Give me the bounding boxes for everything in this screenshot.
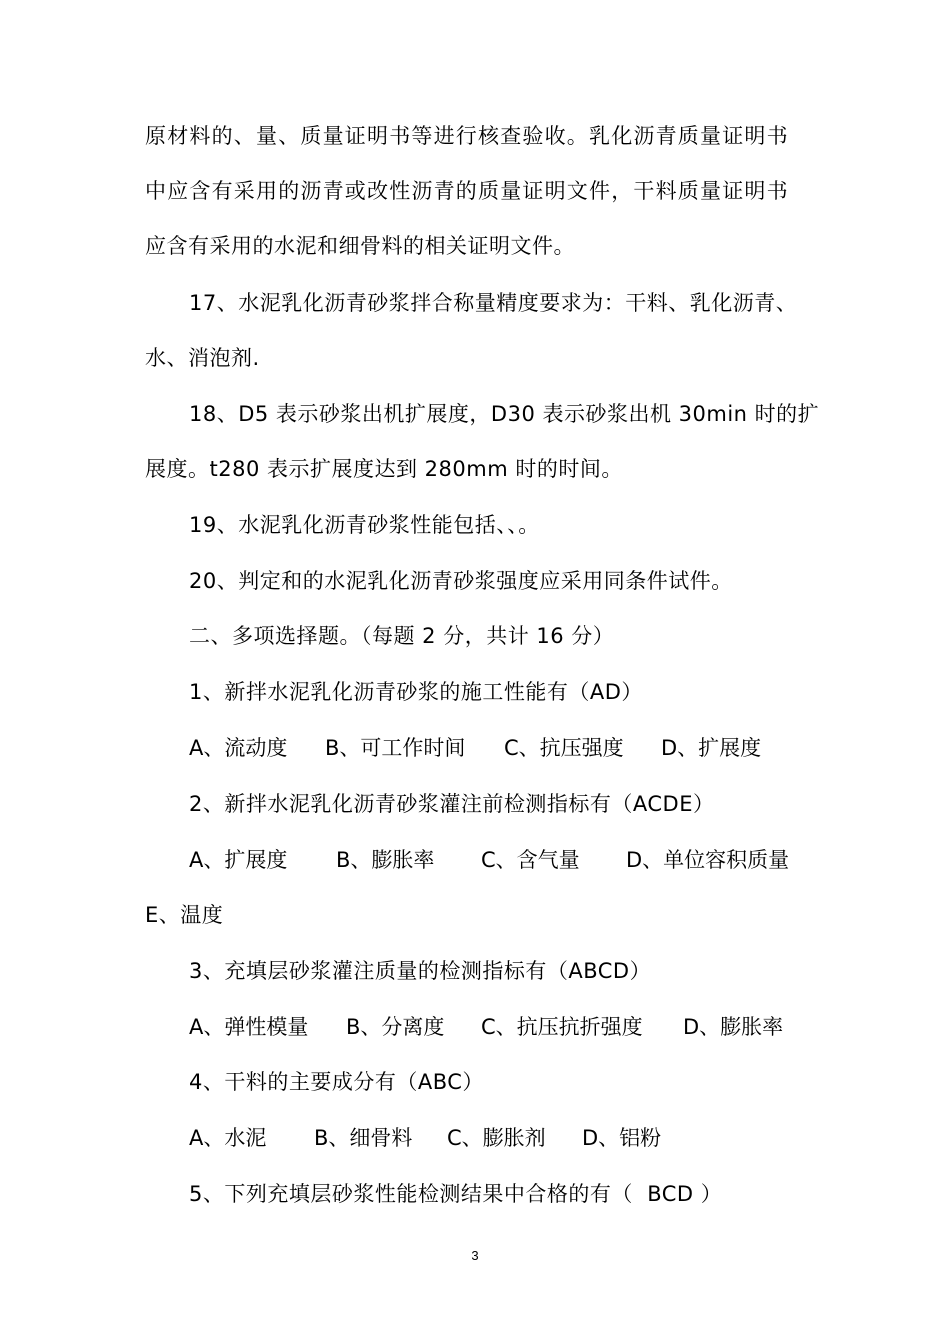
question-19: 19、水泥乳化沥青砂浆性能包括、、。 — [189, 513, 540, 537]
mc-question-5: 5、下列充填层砂浆性能检测结果中合格的有（ BCD ） — [189, 1182, 723, 1206]
option-a: A、流动度 — [189, 736, 288, 760]
paragraph-line: 应含有采用的水泥和细骨料的相关证明文件。 — [145, 234, 575, 258]
mc-question-4: 4、干料的主要成分有（ABC） — [189, 1070, 484, 1094]
option-c: C、膨胀剂 — [447, 1126, 546, 1150]
mc-question-2: 2、新拌水泥乳化沥青砂浆灌注前检测指标有（ACDE） — [189, 792, 715, 816]
option-b: B、细骨料 — [314, 1126, 413, 1150]
option-b: B、分离度 — [346, 1015, 445, 1039]
option-c: C、抗压强度 — [504, 736, 624, 760]
page-number: 3 — [471, 1248, 479, 1263]
option-a: A、弹性模量 — [189, 1015, 309, 1039]
mc-question-3: 3、充填层砂浆灌注质量的检测指标有（ABCD） — [189, 959, 652, 983]
option-a: A、扩展度 — [189, 848, 288, 872]
question-17: 17、水泥乳化沥青砂浆拌合称量精度要求为：干料、乳化沥青、 — [189, 291, 798, 315]
option-e-line: E、温度 — [145, 903, 224, 927]
mc-question-1: 1、新拌水泥乳化沥青砂浆的施工性能有（AD） — [189, 680, 643, 704]
paragraph-line: 中应含有采用的沥青或改性沥青的质量证明文件，干料质量证明书 — [145, 179, 789, 203]
option-d: D、膨胀率 — [683, 1015, 784, 1039]
question-20: 20、判定和的水泥乳化沥青砂浆强度应采用同条件试件。 — [189, 569, 733, 593]
option-c: C、抗压抗折强度 — [481, 1015, 643, 1039]
option-b: B、膨胀率 — [336, 848, 435, 872]
paragraph-line: 原材料的、量、质量证明书等进行核查验收。乳化沥青质量证明书 — [145, 124, 789, 148]
option-a: A、水泥 — [189, 1126, 267, 1150]
option-d: D、铝粉 — [582, 1126, 662, 1150]
option-b: B、可工作时间 — [325, 736, 466, 760]
question-18: 18、D5 表示砂浆出机扩展度，D30 表示砂浆出机 30min 时的扩 — [189, 402, 820, 426]
paragraph-line: 水、消泡剂. — [145, 346, 260, 370]
section-heading: 二、多项选择题。（每题 2 分，共计 16 分） — [189, 624, 615, 648]
paragraph-line: 展度。t280 表示扩展度达到 280mm 时的时间。 — [145, 457, 623, 481]
option-c: C、含气量 — [481, 848, 580, 872]
option-d: D、单位容积质量 — [626, 848, 790, 872]
option-d: D、扩展度 — [661, 736, 762, 760]
